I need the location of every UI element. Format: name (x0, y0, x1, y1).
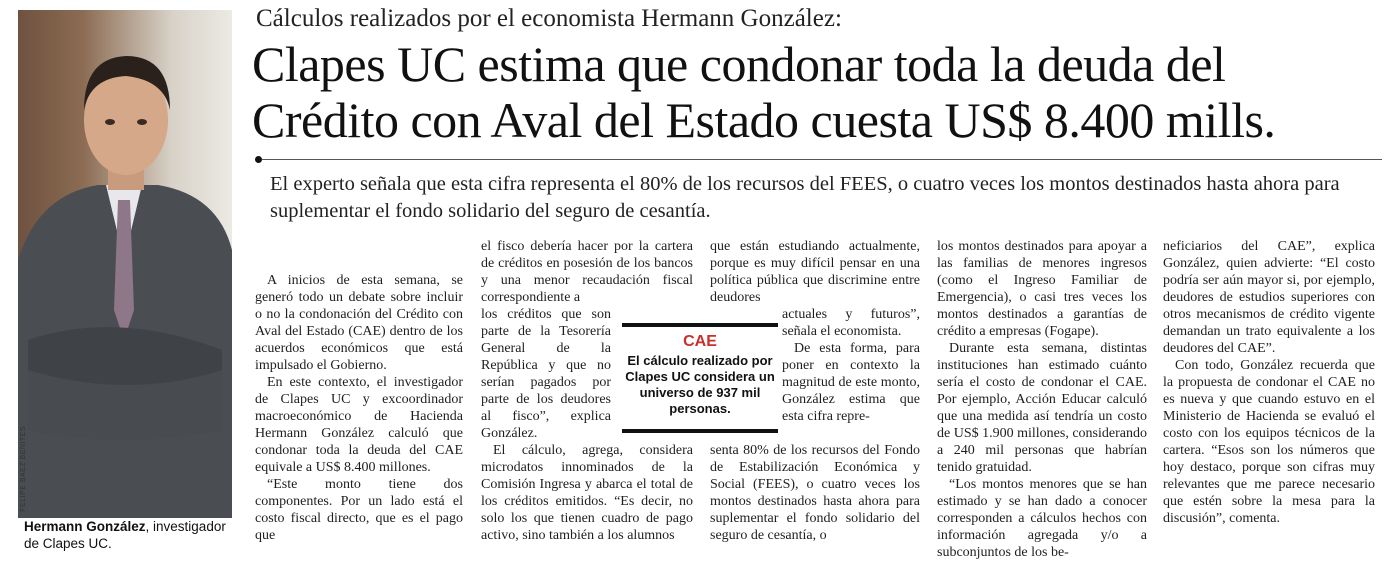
highlight-box (622, 323, 778, 433)
article-column-5 (1163, 238, 1375, 527)
article-column-2-narrow (481, 306, 611, 442)
portrait-photo (18, 10, 232, 518)
paragraph: que están estudiando actualmente, porque es muy difícil pensar en una política pública que discrimine entre deudores (710, 239, 920, 305)
article-column-1 (255, 272, 463, 544)
paragraph: De esta forma, para poner en contexto la magnitud de este monto, González estima que esta cifra repre- (782, 341, 920, 424)
article-column-2-bottom (481, 442, 693, 544)
headline: Clapes UC estima que condonar toda la deuda del Crédito con Aval del Estado cuesta US$ 8.400 mills. (252, 36, 1276, 148)
paragraph: “Este monto tiene dos componentes. Por un lado está el costo fiscal directo, que es el pago que (255, 477, 463, 543)
article-column-4 (937, 238, 1147, 561)
kicker: Cálculos realizados por el economista Hermann González: (256, 5, 842, 32)
photo-caption (24, 518, 240, 552)
paragraph: El cálculo, agrega, considera microdatos innominados de la Comisión Ingresa y abarca el total de los créditos emitidos. “Es decir, no solo los que tienen cuadro de pago activo, sino también a los alumnos (481, 443, 693, 543)
paragraph: A inicios de esta semana, se generó todo un debate sobre incluir o no la condonación del Crédito con Aval del Estado (CAE) dentro de los acuerdos económicos que está impulsado el Gobierno. (255, 273, 463, 373)
paragraph: “Los montos menores que se han estimado y se han dado a conocer corresponden a cálculos hechos con información agregada y/o a subconjuntos de los be- (937, 477, 1147, 560)
article-column-3-narrow (782, 306, 920, 425)
box-text: El cálculo realizado por Clapes UC considera un universo de 937 mil personas. (625, 353, 775, 416)
article-column-3-bottom (710, 442, 920, 544)
paragraph: Durante esta semana, distintas instituciones han estimado cuánto sería el costo de condonar el CAE. Por ejemplo, Acción Educar calculó que una medida así tendría un costo de US$ 1.900 millones, considerando a 240 mil personas que habrían tenido gratuidad. (937, 341, 1147, 475)
caption-text: , investigador de Clapes UC. (24, 519, 226, 551)
paragraph: el fisco debería hacer por la cartera de créditos en posesión de los bancos y una menor recaudación fiscal correspondiente a (481, 239, 693, 305)
person-figure (18, 10, 232, 518)
article-column-2-top (481, 238, 693, 306)
divider-rule (262, 159, 1382, 160)
box-tag: CAE (683, 333, 717, 350)
paragraph: los montos destinados para apoyar a las familias de menores ingresos (como el Ingreso Familiar de Emergencia), o casi tres veces los montos destinados a garantías de crédito a empresas (Fogape). (937, 239, 1147, 339)
rule-dot (255, 156, 262, 163)
paragraph: senta 80% de los recursos del Fondo de Estabilización Económica y Social (FEES), o cuatro veces los montos destinados hasta ahora para suplementar el fondo solidario del seguro de cesantía, o (710, 443, 920, 543)
caption-name: Hermann González (24, 519, 146, 534)
article-column-3-top (710, 238, 920, 306)
paragraph: neficiarios del CAE”, explica González, quien advierte: “El costo podría ser aún mayor si, por ejemplo, deudores de estudios superiores con otros mecanismos de crédito vigente demandan un trato equivalente a los deudores del CAE”. (1163, 239, 1375, 356)
paragraph: Con todo, González recuerda que la propuesta de condonar el CAE no es nueva y que cuando estuvo en el Ministerio de Hacienda se evaluó el costo con los equipos técnicos de la cartera. “Esos son los números que hoy destaco, porque son cifras muy relevantes que me parece necesario que estén sobre la mesa para la discusión”, comenta. (1163, 358, 1375, 526)
deck: El experto señala que esta cifra representa el 80% de los recursos del FEES, o cuatro veces los montos destinados hasta ahora para suplementar el fondo solidario del seguro de cesantía. (270, 173, 1340, 222)
photo-credit: FELIPE BAEZ BENITES (20, 426, 27, 512)
paragraph: actuales y futuros”, señala el economista. (782, 307, 920, 339)
paragraph: En este contexto, el investigador de Clapes UC y excoordinador macroeconómico de Hacienda Hermann González calculó que condonar toda la deuda del CAE equivale a US$ 8.400 millones. (255, 375, 463, 475)
paragraph: los créditos que son parte de la Tesorería General de la República y que no serían pagados por parte de los deudores al fisco”, explica González. (481, 307, 611, 441)
